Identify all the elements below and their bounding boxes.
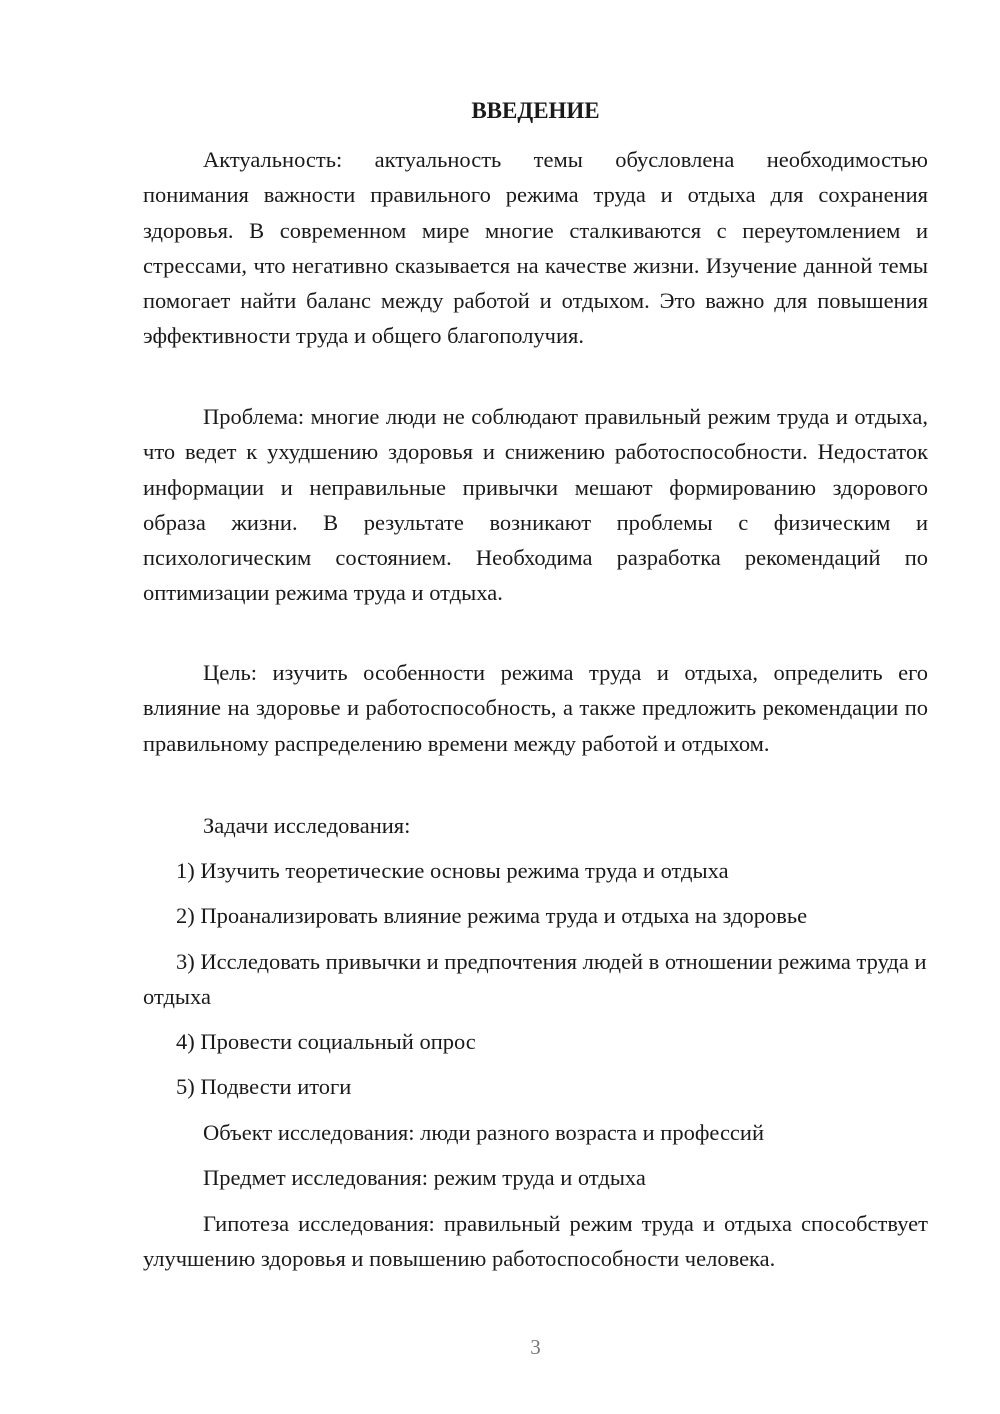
task-item: 5) Подвести итоги: [176, 1074, 352, 1099]
task-item: 4) Провести социальный опрос: [176, 1029, 476, 1054]
paragraph-problem: Проблема: многие люди не соблюдают правильный режим труда и отдыха, что ведет к ухудшению здоровья и снижению работоспособности. Недостаток информации и неправильные привычки мешают формированию здорового образа жизни. В результате возникают проблемы с физическим и психологическим состоянием. Необходима разработка рекомендаций по оптимизации режима труда и отдыха.: [143, 404, 928, 606]
research-subject: Предмет исследования: режим труда и отдыха: [203, 1165, 646, 1190]
task-item: 3) Исследовать привычки и предпочтения людей в отношении режима труда и отдыха: [143, 949, 927, 1010]
research-hypothesis: Гипотеза исследования: правильный режим труда и отдыха способствует улучшению здоровья и повышению работоспособности человека.: [143, 1211, 928, 1272]
paragraph-relevance: Актуальность: актуальность темы обусловлена необходимостью понимания важности правильного режима труда и отдыха для сохранения здоровья. В современном мире многие сталкиваются с переутомлением и стрессами, что негативно сказывается на качестве жизни. Изучение данной темы помогает найти баланс между работой и отдыхом. Это важно для повышения эффективности труда и общего благополучия.: [143, 147, 928, 349]
task-item: 2) Проанализировать влияние режима труда и отдыха на здоровье: [176, 903, 808, 928]
paragraph-goal: Цель: изучить особенности режима труда и отдыха, определить его влияние на здоровье и работоспособность, а также предложить рекомендации по правильному распределению времени между работой и отдыхом.: [143, 660, 928, 756]
task-item: 1) Изучить теоретические основы режима труда и отдыха: [176, 858, 729, 883]
tasks-heading: Задачи исследования:: [203, 813, 411, 838]
page-title: ВВЕДЕНИЕ: [471, 98, 600, 123]
research-object: Объект исследования: люди разного возраста и профессий: [203, 1120, 765, 1145]
page-number: 3: [530, 1335, 541, 1359]
